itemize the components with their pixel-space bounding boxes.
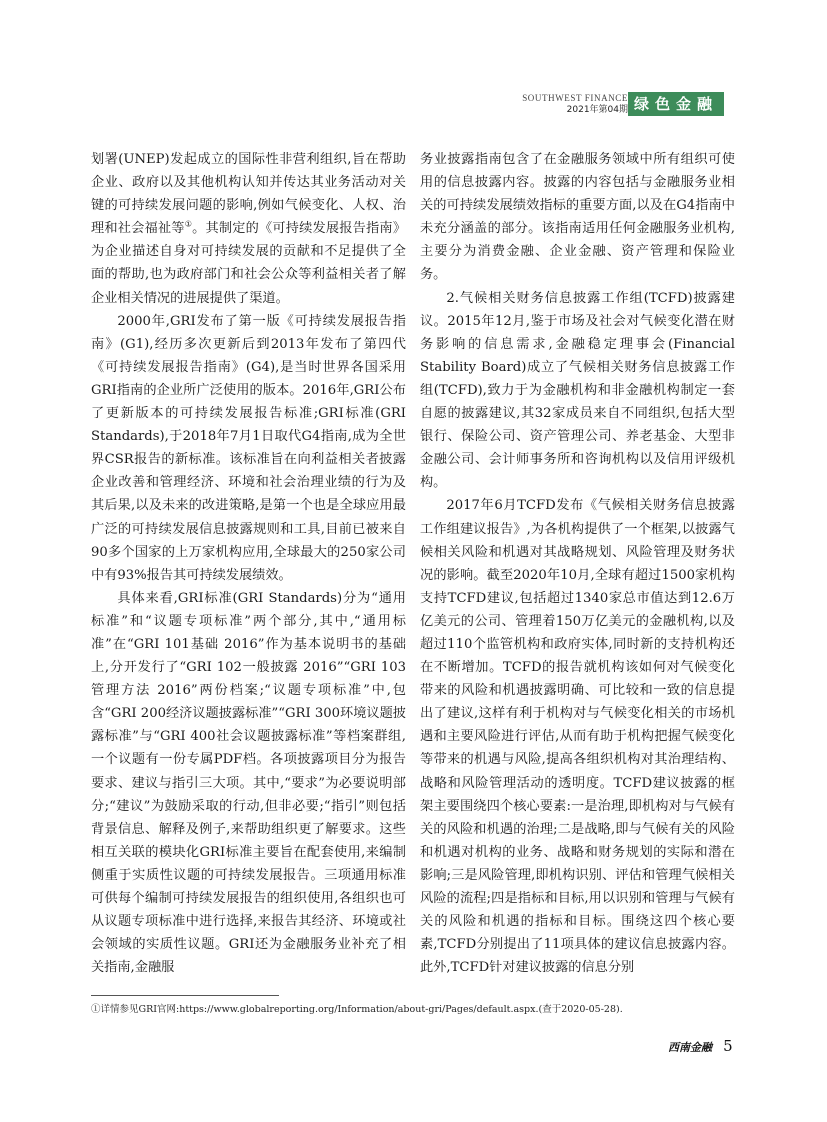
footnote-ref[interactable]: ① — [184, 219, 193, 229]
journal-name-en: SOUTHWEST FINANCE — [522, 93, 628, 103]
paragraph: 具体来看,GRI标准(GRI Standards)分为“通用标准”和“议题专项标准”两个部分,其中,“通用标准”在“GRI 101基础 2016”作为基本说明书的基础上,分开发行了“GRI 102一般披露 2016”“GRI 103管理方法 2016”两份档案;“议题专项标准”中,包含“GRI 200经济议题披露标准”“GRI 300环境议题披露标准”与“GRI 400社会议题披露标准”等档案群组,一个议题有一份专属PDF档。各项披露项目分为报告要求、建议与指引三大项。其中,“要求”为必要说明部分;“建议”为鼓励采取的行动,但非必要;“指引”则包括背景信息、解释及例子,来帮助组织更了解要求。这些相互关联的模块化GRI标准主要旨在配套使用,来编制侧重于实质性议题的可持续发展报告。三项通用标准可供每个编制可持续发展报告的组织使用,各组织也可从议题专项标准中进行选择,来报告其经济、环境或社会领域的实质性议题。GRI还为金融服务业补充了相关指南,金融服 — [91, 590, 406, 976]
right-column — [420, 148, 735, 979]
left-column — [91, 148, 406, 979]
footnote-divider — [91, 995, 279, 996]
page-number: 5 — [723, 1037, 733, 1055]
issue-label: 2021年第04期 — [566, 105, 628, 115]
page-footer — [668, 1036, 733, 1055]
paragraph: 2017年6月TCFD发布《气候相关财务信息披露工作组建议报告》,为各机构提供了一个框架,以披露气候相关风险和机遇对其战略规划、风险管理及财务状况的影响。截至2020年10月,全球有超过1500家机构支持TCFD建议,包括超过1340家总市值达到12.6万亿美元的公司、管理着150万亿美元的金融机构,以及超过110个监管机构和政府实体,同时新的支持机构还在不断增加。TCFD的报告就机构该如何对气候变化带来的风险和机遇披露明确、可比较和一致的信息提出了建议,这样有利于机构对与气候变化相关的市场机遇和主要风险进行评估,从而有助于机构把握气候变化等带来的机遇与风险,提高各组织机构对其治理结构、战略和风险管理活动的透明度。TCFD建议披露的框架主要围绕四个核心要素:一是治理,即机构对与气候有关的风险和机遇的治理;二是战略,即与气候有关的风险和机遇对机构的业务、战略和财务规划的实际和潜在影响;三是风险管理,即机构识别、评估和管理气候相关风险的流程;四是指标和目标,用以识别和管理与气候有关的风险和机遇的指标和目标。围绕这四个核心要素,TCFD分别提出了11项具体的建议信息披露内容。此外,TCFD针对建议披露的信息分别 — [420, 498, 735, 976]
paragraph-text: 划署(UNEP)发起成立的国际性非营利组织,旨在帮助企业、政府以及其他机构认知并传达其业务活动对关键的可持续发展问题的影响,例如气候变化、人权、治理和社会福祉等 — [91, 152, 406, 237]
paragraph: 2000年,GRI发布了第一版《可持续发展报告指南》(G1),经历多次更新后到2013年发布了第四代《可持续发展报告指南》(G4),是当时世界各国采用GRI指南的企业所广泛使用的版本。2016年,GRI公布了更新版本的可持续发展报告标准;GRI标准(GRI Standards),于2018年7月1日取代G4指南,成为全世界CSR报告的新标准。该标准旨在向利益相关者披露企业改善和管理经济、环境和社会治理业绩的行为及其后果,以及未来的改进策略,是第一个也是全球应用最广泛的可持续发展信息披露规则和工具,目前已被来自90多个国家的上万家机构应用,全球最大的250家公司中有93%报告其可持续发展绩效。 — [91, 313, 406, 583]
paragraph-text: 。其制定的《可持续发展报告指南》为企业描述自身对可持续发展的贡献和不足提供了全面的帮助,也为政府部门和社会公众等利益相关者了解企业相关情况的进展提供了渠道。 — [91, 221, 407, 306]
footnote: ①详情参见GRI官网:https://www.globalreporting.org/Information/about-gri/Pages/default.aspx.(查于2020-05-28). — [91, 1004, 623, 1015]
paragraph: 务业披露指南包含了在金融服务领域中所有组织可使用的信息披露内容。披露的内容包括与金融服务业相关的可持续发展绩效指标的重要方面,以及在G4指南中未充分涵盖的部分。该指南适用任何金融服务业机构,主要分为消费金融、企业金融、资产管理和保险业务。 — [420, 152, 735, 283]
paragraph — [91, 148, 406, 310]
journal-logo: 西南金融 — [668, 1041, 712, 1054]
running-header — [510, 92, 628, 116]
paragraph: 2.气候相关财务信息披露工作组(TCFD)披露建议。2015年12月,鉴于市场及社会对气候变化潜在财务影响的信息需求,金融稳定理事会(Financial Stability Board)成立了气候相关财务信息披露工作组(TCFD),致力于为金融机构和非金融机构制定一套自愿的披露建议,其32家成员来自不同组织,包括大型银行、保险公司、资产管理公司、养老基金、大型非金融公司、会计师事务所和咨询机构以及信用评级机构。 — [420, 290, 735, 491]
section-tag: 绿色金融 — [628, 92, 724, 116]
